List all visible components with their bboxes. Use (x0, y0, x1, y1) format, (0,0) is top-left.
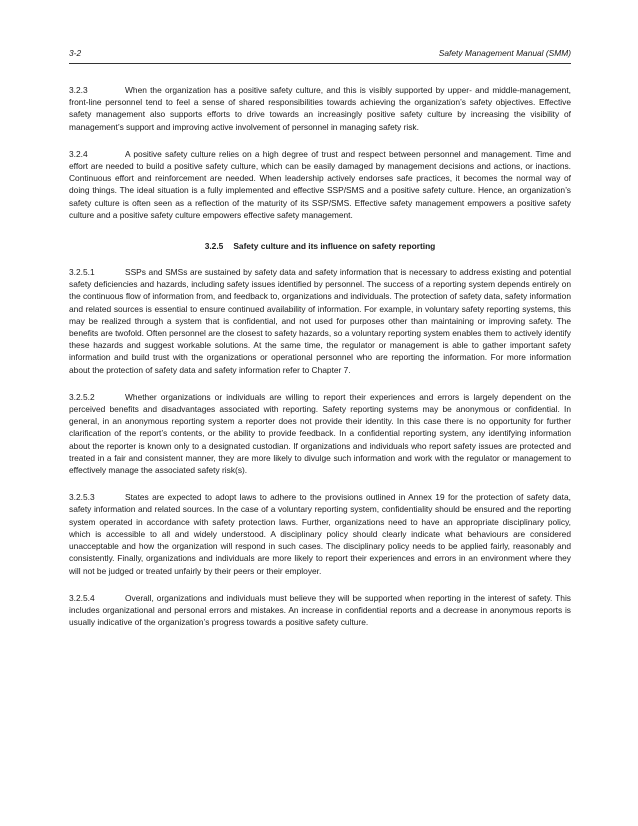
section-heading (69, 241, 571, 251)
paragraph-number: 3.2.5.2 (69, 391, 95, 402)
paragraph (69, 491, 571, 576)
paragraph-text: A positive safety culture relies on a high degree of trust and respect between personnel and management. Time and effort are needed to build a positive safety culture, which can be easily damaged by management decisions and actions, or inactions. Continuous effort and reinforcement are needed. When leadership actively endorses safe practices, it becomes the normal way of doing things. The ideal situation is a fully implemented and effective SSP/SMS and a positive safety culture. Hence, an organization’s safety culture is often seen as a reflection of the maturity of its SSP/SMS. Effective safety management empowers a positive safety culture and a positive safety culture empowers effective safety management. (69, 148, 571, 220)
paragraph-number: 3.2.5.4 (69, 592, 95, 603)
paragraph-number: 3.2.3 (69, 85, 88, 95)
section-title: Safety culture and its influence on safety reporting (233, 241, 436, 252)
paragraph-text: When the organization has a positive safety culture, and this is visibly supported by upper- and middle-management, front-line personnel tend to feel a sense of shared responsibilities towards achieving the organization’s safety objectives. Effective safety management also supports efforts to drive towards an increasingly positive safety culture by increasing the visibility of management’s support and improving active involvement of personnel in managing safety risk. (69, 85, 571, 132)
page-number: 3-2 (69, 48, 82, 58)
paragraph-number: 3.2.5.1 (69, 267, 95, 278)
paragraph (69, 592, 571, 629)
document-page (69, 48, 571, 643)
page-header (69, 48, 571, 64)
paragraph (69, 391, 571, 476)
document-title: Safety Management Manual (SMM) (438, 48, 571, 58)
paragraph-text: States are expected to adopt laws to adhere to the provisions outlined in Annex 19 for the protection of safety data, safety information and related sources. In the case of a voluntary reporting system, confidentiality should be ensured and the reporting system operated in accordance with safety protection laws. Further, organizations need to have an appropriate disciplinary policy, which is accessible to all and widely understood. A disciplinary policy should clearly indicate what behaviours are considered unacceptable and how the organization will respond in such cases. The disciplinary policy needs to be applied fairly, reasonably and consistently. Finally, organizations and individuals are more likely to report their experiences and errors in an environment where they will not be judged or treated unfairly by their peers or their employer. (69, 492, 571, 576)
paragraph (69, 148, 571, 221)
paragraph-text: Whether organizations or individuals are willing to report their experiences and errors is largely dependent on the perceived benefits and disadvantages associated with reporting. Safety reporting systems may be anonymous or confidential. In general, in an anonymous reporting system a reporter does not provide their identity. In this case there is no opportunity for further clarification of the report’s contents, or the ability to provide feedback. In a confidential reporting system, any identifying information about the reporter is known only to a designated custodian. If organizations and individuals who report safety issues are protected and treated in a fair and consistent manner, they are more likely to divulge such information and work with the regulator or management to effectively manage the associated safety risk(s). (69, 391, 571, 476)
paragraph-text: Overall, organizations and individuals must believe they will be supported when reporting in the interest of safety. This includes organizational and personal errors and mistakes. An increase in confidential reports and a decrease in anonymous reports is usually indicative of the organization’s progress towards a positive safety culture. (69, 592, 571, 628)
paragraph-number: 3.2.4 (69, 148, 88, 159)
paragraph-number: 3.2.5.3 (69, 492, 95, 503)
paragraph-text: SSPs and SMSs are sustained by safety data and safety information that is necessary to address existing and potential safety deficiencies and hazards, including safety issues identified by personnel. The success of a reporting system depends entirely on the continuous flow of information from, and feedback to, organizations and individuals. The protection of safety data, safety information and related sources is essential to ensure continued availability of information. For example, in voluntary safety reporting systems, this may be realized through a system that is confidential, and not used for purposes other than maintaining or improving safety. The benefits are twofold. Often personnel are the closest to safety hazards, so a voluntary reporting system enables them to actively identify these hazards and suggest workable solutions. At the same time, the regulator or management is able to gather important safety information and build trust with the organizations or operational personnel who are reporting the information. For more information about the protection of safety data and safety information refer to Chapter 7. (69, 267, 571, 375)
document-body (69, 84, 571, 628)
paragraph (69, 266, 571, 376)
section-number: 3.2.5 (204, 241, 224, 252)
paragraph (69, 84, 571, 133)
